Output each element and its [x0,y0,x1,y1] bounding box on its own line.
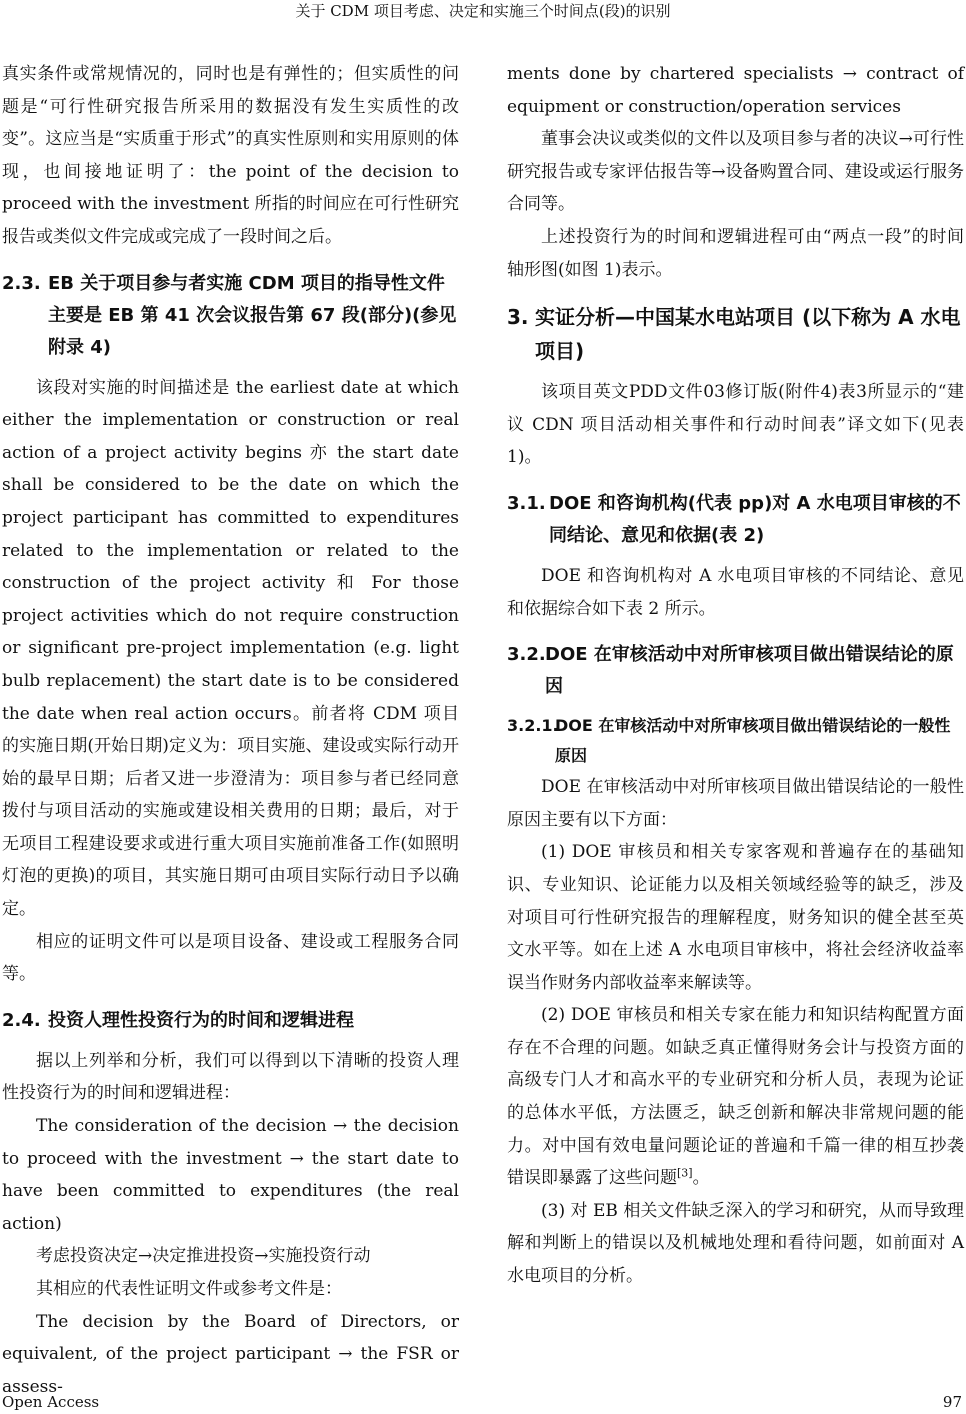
paragraph [507,999,964,1195]
section-number: 3.1. [507,492,546,514]
paragraph: 真实条件或常规情况的，同时也是有弹性的；但实质性的问题是“可行性研究报告所采用的数据没有发生实质性的改变”。这应当是“实质重于形式”的真实性原则和实用原则的体现，也间接地证明了：the point of the decision to proceed with the investment 所指的时间应在可行性研究报告或类似文件完成或完成了一段时间之后。 [2,64,459,247]
paragraph: 其相应的代表性证明文件或参考文件是： [36,1279,342,1299]
paragraph: 该项目英文PDD文件03修订版(附件4)表3所显示的“建议 CDN 项目活动相关事件和行动时间表”译文如下(见表 1)。 [507,382,964,468]
section-title: EB 关于项目参与者实施 CDM 项目的指导性文件主要是 EB 第 41 次会议报告第 67 段(部分)(参见附录 4) [48,272,457,358]
section-heading-2-4 [2,1005,459,1037]
paragraph: (3) 对 EB 相关文件缺乏深入的学习和研究，从而导致理解和判断上的错误以及机械地处理和看待问题，如前面对 A 水电项目的分析。 [507,1200,964,1287]
section-title: 投资人理性投资行为的时间和逻辑进程 [48,1009,354,1031]
paragraph: ments done by chartered specialists → contract of equipment or construction/operation services [507,64,964,117]
section-heading-3-1 [507,488,964,552]
section-number: 3.2.1. [507,716,559,736]
footer-open-access: Open Access [2,1393,100,1411]
paragraph: 考虑投资决定→决定推进投资→实施投资行动 [36,1246,371,1267]
paragraph: DOE 和咨询机构对 A 水电项目审核的不同结论、意见和依据综合如下表 2 所示。 [507,565,964,619]
section-title: DOE 和咨询机构(代表 pp)对 A 水电项目审核的不同结论、意见和依据(表 2) [549,492,961,546]
running-header: 关于 CDM 项目考虑、决定和实施三个时间点(段)的识别 [295,2,671,20]
paragraph: The decision by the Board of Directors, or equivalent, of the project participant → the FSR or assess- [2,1311,459,1397]
right-column [507,58,964,1293]
paragraph: (1) DOE 审核员和相关专家客观和普遍存在的基础知识、专业知识、论证能力以及相关领域经验等的缺乏，涉及对项目可行性研究报告的理解程度，财务知识的健全甚至英文水平等。如在上述 A 水电项目审核中，将社会经济收益率误当作财务内部收益率来解读等。 [507,842,964,993]
page-number: 97 [942,1393,962,1411]
paragraph: DOE 在审核活动中对所审核项目做出错误结论的一般性原因主要有以下方面： [507,777,964,830]
section-title: 实证分析—中国某水电站项目 (以下称为 A 水电项目) [535,305,961,364]
section-title: DOE 在审核活动中对所审核项目做出错误结论的原因 [545,644,954,698]
paragraph-end: 。 [692,1168,710,1189]
section-heading-3-2 [507,639,964,703]
section-number: 3.2. [507,644,546,666]
section-title: DOE 在审核活动中对所审核项目做出错误结论的一般性原因 [555,716,951,766]
section-heading-2-3 [2,268,459,364]
paragraph: 据以上列举和分析，我们可以得到以下清晰的投资人理性投资行为的时间和逻辑进程： [2,1050,459,1104]
section-heading-3 [507,300,964,368]
section-number: 3. [507,305,529,330]
paragraph: 该段对实施的时间描述是 the earliest date at which either the implementation or construction or real action of a project activity begins 亦 the start date shall be considered to be the date on which the project participant has committed to expenditures related to the implementation or related to the construction of the project activity 和 For those project activities which do not require construction or significant pre-project implementation (e.g. light bulb replacement) the start date is to be considered the date when real action occurs。前者将 CDM 项目的实施日期(开始日期)定义为：项目实施、建设或实际行动开始的最早日期；后者又进一步澄清为：项目参与者已经同意拨付与项目活动的实施或建设相关费用的日期；最后，对于无项目工程建设要求或进行重大项目实施前准备工作(如照明灯泡的更换)的项目，其实施日期可由项目实际行动日予以确定。 [2,377,459,920]
paragraph: The consideration of the decision → the decision to proceed with the investment → the start date to have been committed to expenditures (the real action) [2,1116,459,1234]
citation-ref[interactable]: [3] [677,1166,693,1180]
left-column [2,58,459,1403]
section-number: 2.3. [2,272,41,294]
paragraph: 相应的证明文件可以是项目设备、建设或工程服务合同等。 [2,931,459,985]
section-number: 2.4. [2,1009,41,1031]
paragraph: 董事会决议或类似的文件以及项目参与者的决议→可行性研究报告或专家评估报告等→设备购置合同、建设或运行服务合同等。 [507,129,964,215]
section-heading-3-2-1 [507,711,964,771]
paragraph-text: (2) DOE 审核员和相关专家在能力和知识结构配置方面存在不合理的问题。如缺乏真正懂得财务会计与投资方面的高级专门人才和高水平的专业研究和分析人员，表现为论证的总体水平低，方法匮乏，缺乏创新和解决非常规问题的能力。对中国有效电量问题论证的普遍和千篇一律的相互抄袭错误即暴露了这些问题 [507,1005,964,1189]
paragraph: 上述投资行为的时间和逻辑进程可由“两点一段”的时间轴形图(如图 1)表示。 [507,226,964,280]
